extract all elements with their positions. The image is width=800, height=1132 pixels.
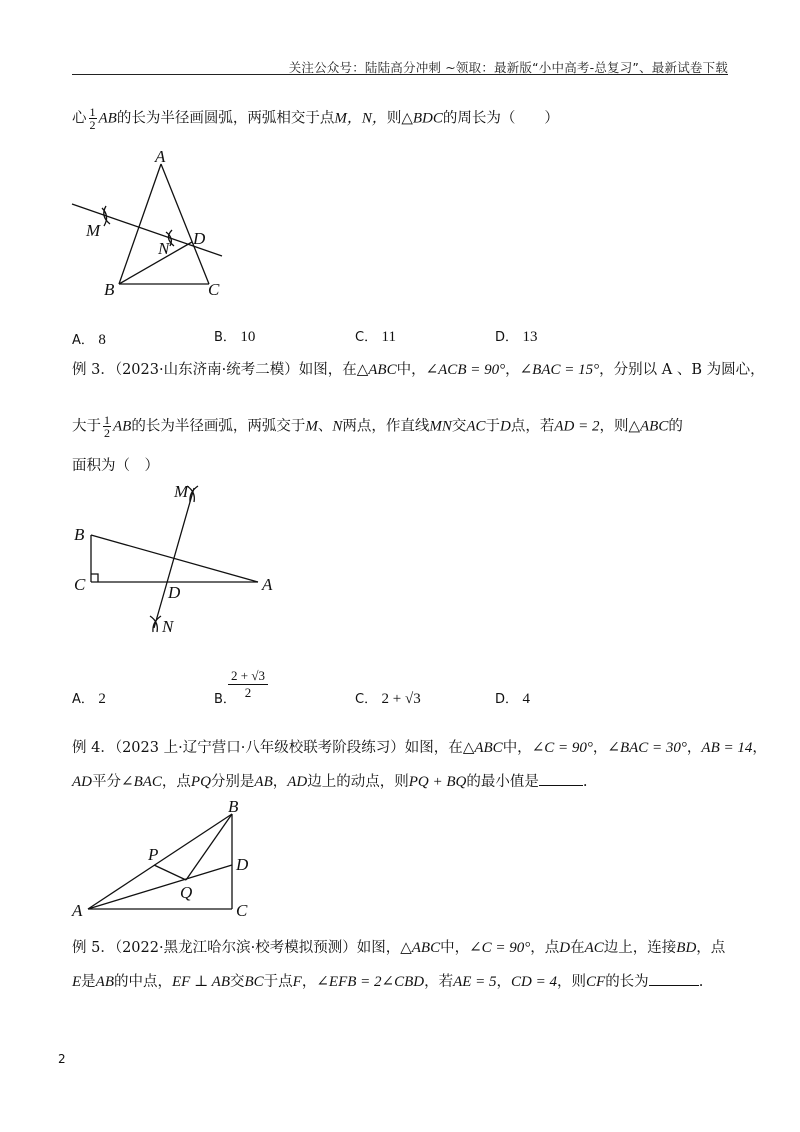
- q3-option-c[interactable]: C． 2 + √3: [355, 691, 421, 707]
- q3-figure: [66, 480, 286, 640]
- q3-label-b: B: [74, 525, 85, 544]
- q5-stem-line1: 例 5．（2022·黑龙江哈尔滨·校考模拟预测）如图，△ABC中，∠C = 90°，点D在AC边上，连接BD，点: [72, 940, 726, 956]
- q4-side-ab: [88, 814, 232, 909]
- q4-label-q: Q: [180, 883, 193, 902]
- q3-option-d[interactable]: D． 4: [495, 691, 530, 707]
- q4-segment-pq: [154, 865, 186, 880]
- q2-segment-bd: [119, 242, 192, 284]
- q3-stem-line1: 例 3．（2023·山东济南·统考二模）如图，在△ABC中，∠ACB = 90°，∠BAC = 15°，分别以 A 、B 为圆心，: [72, 362, 765, 378]
- page-header: 关注公众号：陆陆高分冲刺 ~领取：最新版“小中高考-总复习”、最新试卷下载: [288, 60, 728, 75]
- q3-label-d: D: [168, 583, 181, 602]
- q2-stem: 心 $\frac{1}{2}$ AB的长为半径画圆弧，两弧相交于点M，N，则△BDC的周长为（ ）: [72, 105, 559, 132]
- q3-option-b-fraction: 2 + √3 2: [228, 668, 268, 701]
- q2-option-c[interactable]: C． 11: [355, 329, 396, 345]
- q5-stem-line2: E是AB的中点，EF ⊥ AB交BC于点F，∠EFB = 2∠CBD，若AE = 5，CD = 4，则CF的长为 .: [72, 974, 704, 990]
- q3-label-c: C: [74, 575, 86, 594]
- q4-segment-ad: [88, 865, 232, 909]
- q3-option-a[interactable]: A． 2: [72, 691, 106, 707]
- q2-label-b: B: [104, 280, 115, 298]
- q4-answer-blank[interactable]: [539, 785, 583, 786]
- q4-stem-line1: 例 4．（2023 上·辽宁营口·八年级校联考阶段练习）如图，在△ABC中，∠C = 90°，∠BAC = 30°，AB = 14，: [72, 740, 767, 756]
- q4-label-b: B: [228, 797, 239, 816]
- q2-option-b[interactable]: B． 10: [214, 329, 256, 345]
- q5-answer-blank[interactable]: [649, 985, 699, 986]
- q2-figure: [66, 146, 236, 298]
- q4-segment-bq: [186, 814, 232, 880]
- q4-figure: [66, 796, 266, 926]
- q2-option-a[interactable]: A． 8: [72, 332, 106, 348]
- q4-label-d: D: [236, 855, 249, 874]
- q2-label-m: M: [86, 221, 101, 240]
- q3-option-b[interactable]: B．: [214, 692, 236, 707]
- q4-stem-line2: AD平分∠BAC，点PQ分别是AB，AD边上的动点，则PQ + BQ的最小值是 .: [72, 774, 588, 790]
- q3-label-n: N: [162, 617, 174, 636]
- q2-option-d[interactable]: D． 13: [495, 329, 538, 345]
- q4-label-p: P: [148, 845, 159, 864]
- q3-fraction: $\frac{1}{2}$: [104, 413, 110, 440]
- q4-label-c: C: [236, 901, 248, 920]
- q2-fraction: $\frac{1}{2}$: [89, 105, 96, 132]
- q2-label-d: D: [193, 229, 206, 248]
- q3-label-m: M: [174, 482, 189, 501]
- q3-stem-line3: 面积为（ ）: [72, 458, 159, 474]
- q4-label-a: A: [72, 901, 83, 920]
- q3-label-a: A: [262, 575, 273, 594]
- header-rule: [72, 74, 728, 75]
- q3-line-mn: [154, 488, 194, 628]
- q2-label-n: N: [158, 239, 170, 258]
- q2-side-ac: [161, 164, 209, 284]
- q2-label-a: A: [155, 147, 166, 166]
- page-number: 2: [58, 1052, 66, 1066]
- q3-stem-line2: 大于 $\frac{1}{2}$ AB的长为半径画弧，两弧交于M、N两点，作直线MN交AC于D点，若AD = 2，则△ABC的: [72, 413, 683, 440]
- q3-right-angle-mark: [91, 574, 98, 582]
- q2-label-c: C: [208, 280, 220, 298]
- q2-side-ab: [119, 164, 161, 284]
